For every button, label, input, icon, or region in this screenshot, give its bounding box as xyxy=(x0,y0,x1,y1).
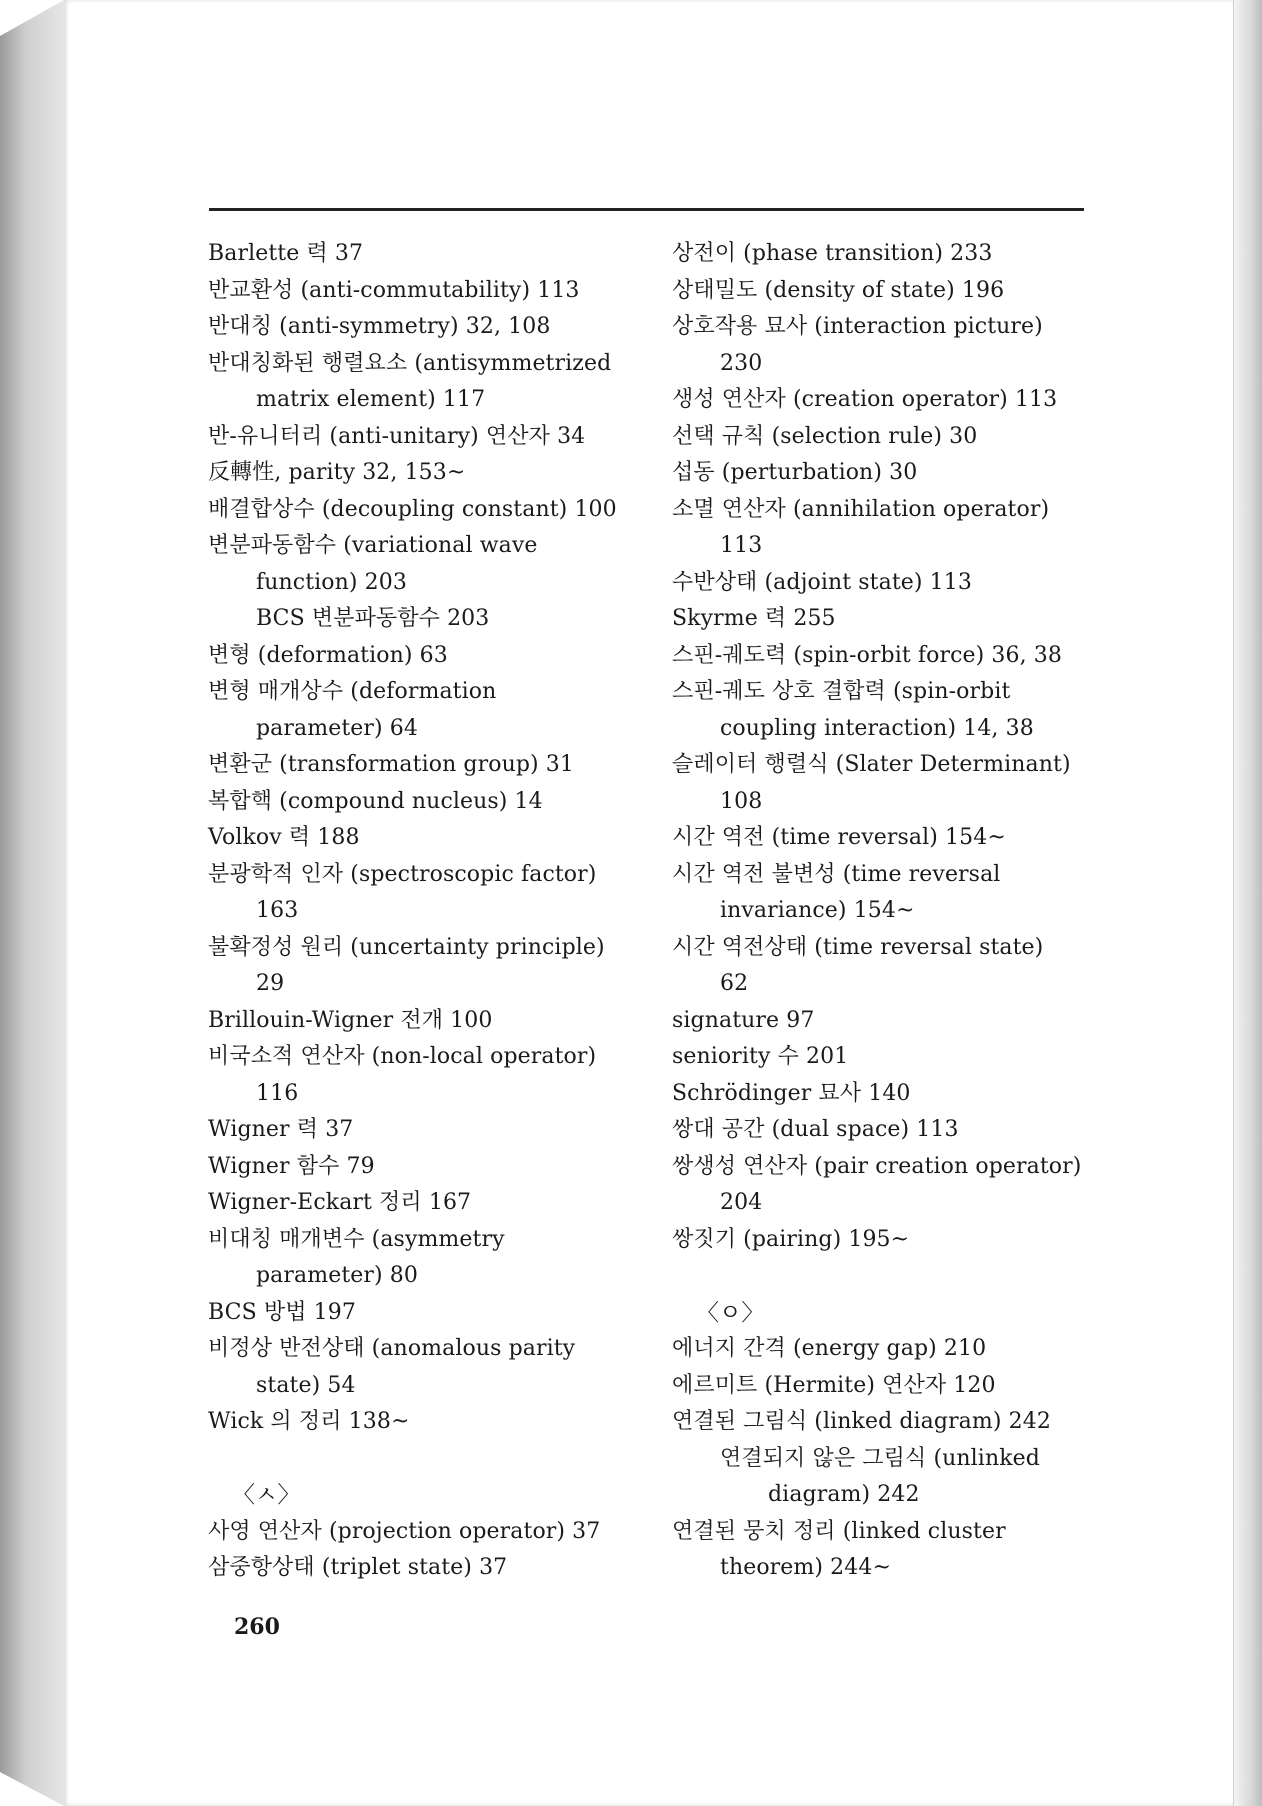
index-entry: 불확정성 원리 (uncertainty principle) xyxy=(208,934,605,960)
index-entry: 反轉性, parity 32, 153~ xyxy=(208,460,466,485)
index-entry: 반-유니터리 (anti-unitary) 연산자 34 xyxy=(208,423,586,449)
index-entry: 사영 연산자 (projection operator) 37 xyxy=(208,1518,601,1544)
index-entry: 시간 역전 불변성 (time reversal xyxy=(672,861,1001,887)
index-entry: Wigner-Eckart 정리 167 xyxy=(208,1190,472,1215)
index-entry: 시간 역전 (time reversal) 154~ xyxy=(672,825,1006,850)
index-entry: 배결합상수 (decoupling constant) 100 xyxy=(208,496,617,522)
index-entry: 쌍대 공간 (dual space) 113 xyxy=(672,1117,959,1142)
index-entry: Barlette 력 37 xyxy=(208,241,364,266)
index-entry: 반대칭화된 행렬요소 (antisymmetrized xyxy=(208,350,612,376)
index-column-left xyxy=(208,236,648,1587)
index-entry: 62 xyxy=(720,971,749,996)
index-entry: 116 xyxy=(256,1080,299,1106)
index-column-right xyxy=(672,236,1112,1587)
index-entry: Volkov 력 188 xyxy=(208,825,360,850)
index-entry: Skyrme 력 255 xyxy=(672,606,836,631)
index-entry: 반교환성 (anti-commutability) 113 xyxy=(208,277,580,303)
book-page-edge xyxy=(1233,0,1262,1806)
index-entry: 변환군 (transformation group) 31 xyxy=(208,752,574,777)
index-entry: 복합핵 (compound nucleus) 14 xyxy=(208,788,543,814)
index-entry: 비대칭 매개변수 (asymmetry xyxy=(208,1226,505,1252)
index-entry: parameter) 80 xyxy=(256,1263,418,1288)
index-entry: 상전이 (phase transition) 233 xyxy=(672,241,993,266)
index-entry: 반대칭 (anti-symmetry) 32, 108 xyxy=(208,314,551,339)
index-entry: 소멸 연산자 (annihilation operator) xyxy=(672,496,1050,522)
index-entry: 변분파동함수 (variational wave xyxy=(208,533,538,558)
index-entry: 삼중항상태 (triplet state) 37 xyxy=(208,1555,508,1580)
index-entry: 에르미트 (Hermite) 연산자 120 xyxy=(672,1372,996,1398)
index-entry: 스핀-궤도력 (spin-orbit force) 36, 38 xyxy=(672,642,1062,668)
index-entry: 29 xyxy=(256,971,285,996)
index-entry: 상호작용 묘사 (interaction picture) xyxy=(672,314,1043,339)
book-spine-edge xyxy=(0,0,64,1806)
index-entry: 204 xyxy=(720,1190,763,1215)
index-entry: 분광학적 인자 (spectroscopic factor) xyxy=(208,861,597,887)
index-entry: 생성 연산자 (creation operator) 113 xyxy=(672,387,1058,412)
index-entry: 연결되지 않은 그림식 (unlinked xyxy=(720,1445,1040,1471)
index-entry: 수반상태 (adjoint state) 113 xyxy=(672,569,972,595)
index-entry: 변형 매개상수 (deformation xyxy=(208,679,497,704)
index-gap xyxy=(672,1258,1112,1295)
index-entry: 시간 역전상태 (time reversal state) xyxy=(672,934,1044,960)
header-rule xyxy=(209,208,1084,211)
index-entry: coupling interaction) 14, 38 xyxy=(720,715,1034,741)
index-entry: theorem) 244~ xyxy=(720,1555,891,1580)
index-entry: 연결된 그림식 (linked diagram) 242 xyxy=(672,1409,1051,1434)
index-entry: function) 203 xyxy=(256,569,407,595)
index-entry: 163 xyxy=(256,898,299,923)
index-entry: Brillouin-Wigner 전개 100 xyxy=(208,1007,493,1033)
index-entry: Wigner 력 37 xyxy=(208,1117,354,1142)
index-entry: 연결된 뭉치 정리 (linked cluster xyxy=(672,1518,1006,1544)
index-entry: 쌍생성 연산자 (pair creation operator) xyxy=(672,1153,1082,1179)
index-entry: 113 xyxy=(720,533,763,558)
index-entry: 스핀-궤도 상호 결합력 (spin-orbit xyxy=(672,679,1011,704)
index-entry: BCS 방법 197 xyxy=(208,1299,356,1325)
index-entry: BCS 변분파동함수 203 xyxy=(256,606,490,631)
index-entry: diagram) 242 xyxy=(768,1482,920,1507)
index-entry: 에너지 간격 (energy gap) 210 xyxy=(672,1336,987,1361)
page-number: 260 xyxy=(234,1614,280,1640)
index-entry: 상태밀도 (density of state) 196 xyxy=(672,277,1005,303)
index-entry: Wigner 함수 79 xyxy=(208,1153,375,1179)
index-entry: signature 97 xyxy=(672,1007,815,1033)
index-entry: 108 xyxy=(720,788,763,814)
index-section-heading: 〈ㅇ〉 xyxy=(696,1299,765,1326)
index-entry: 슬레이터 행렬식 (Slater Determinant) xyxy=(672,752,1071,777)
index-entry: Wick 의 정리 138~ xyxy=(208,1409,410,1434)
index-entry: Schrödinger 묘사 140 xyxy=(672,1080,911,1106)
index-entry: parameter) 64 xyxy=(256,715,418,741)
index-entry: matrix element) 117 xyxy=(256,387,486,412)
index-entry: invariance) 154~ xyxy=(720,898,915,923)
index-entry: 섭동 (perturbation) 30 xyxy=(672,460,918,485)
index-entry: state) 54 xyxy=(256,1372,356,1398)
index-entry: 변형 (deformation) 63 xyxy=(208,642,448,668)
index-entry: 쌍짓기 (pairing) 195~ xyxy=(672,1226,910,1252)
index-entry: 비국소적 연산자 (non-local operator) xyxy=(208,1044,597,1069)
index-section-heading: 〈ㅅ〉 xyxy=(232,1482,301,1508)
index-entry: 비정상 반전상태 (anomalous parity xyxy=(208,1336,576,1361)
index-gap xyxy=(208,1441,648,1478)
index-entry: seniority 수 201 xyxy=(672,1044,849,1069)
index-entry: 230 xyxy=(720,350,763,376)
index-entry: 선택 규칙 (selection rule) 30 xyxy=(672,423,978,449)
